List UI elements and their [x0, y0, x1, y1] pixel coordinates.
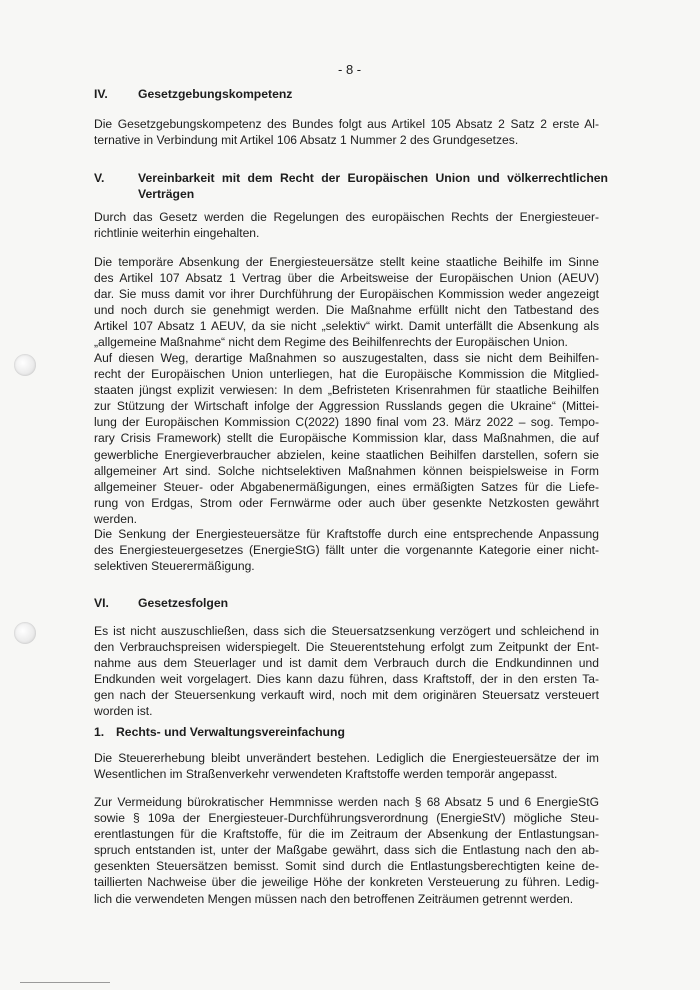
section-number: V.: [94, 171, 105, 185]
text-line: gewerbliche Energieverbraucher abzielen, keine staatlichen Beihilfen darstellen, sofern sie: [94, 447, 599, 462]
paragraph: [94, 209, 599, 241]
text-line: spruch entstanden ist, unter der Maßgabe gewährt, dass sich die Entlastung nach den ab-: [94, 843, 599, 858]
text-line: richtlinie weiterhin eingehalten.: [94, 226, 260, 241]
text-line: erentlastungen für die Kraftstoffe, für die im Zeitraum der Absenkung der Entlastungsan-: [94, 827, 599, 842]
text-line: Die Senkung der Energiesteuersätze für Kraftstoffe durch eine entsprechende Anpassung: [94, 527, 599, 541]
paragraph: [94, 623, 599, 720]
text-line: gesenkten Steuersätzen bemisst. Somit sind durch die Entlastungsberechtigten keine de-: [94, 859, 599, 874]
text-line: allgemeiner Art sind. Solche nichtselektiven Maßnahmen können beispielsweise in Form: [94, 463, 599, 478]
page-number: - 8 -: [338, 62, 362, 77]
text-line: Wesentlichen im Straßenverkehr verwendeten Kraftstoffe werden temporär angepasst.: [94, 767, 558, 782]
section-heading-vi: [94, 595, 608, 611]
paragraph: [94, 116, 599, 148]
text-line: gen nach der Steuersenkung verkauft wird, noch mit dem originären Steuersatz versteuert: [94, 688, 599, 703]
text-line: Durch das Gesetz werden die Regelungen des europäischen Rechts der Energiesteuer-: [94, 210, 599, 224]
section-number: VI.: [94, 596, 109, 610]
text-line: Die Steuererhebung bleibt unverändert bestehen. Lediglich die Energiesteuersätze der im: [94, 751, 599, 765]
text-line: zur Stützung der Wirtschaft infolge der Aggression Russlands gegen die Ukraine“ (Mittei-: [94, 399, 599, 414]
punch-hole-lower: [14, 622, 36, 644]
text-line: Auf diesen Weg, derartige Maßnahmen so auszugestalten, dass sie nicht dem Beihilfen-: [94, 351, 599, 365]
text-line: Die temporäre Absenkung der Energiesteuersätze stellt keine staatliche Beihilfe im Sinne: [94, 255, 599, 269]
subsection-number: 1.: [94, 725, 105, 739]
paragraph: [94, 254, 599, 351]
text-line: lung der Europäischen Kommission C(2022) 1890 final vom 23. März 2022 – sog. Tempo-: [94, 415, 599, 430]
text-line: und noch durch sie genehmigt werden. Die Maßnahme erfüllt nicht den Tatbestand des: [94, 303, 599, 318]
section-title: Gesetzesfolgen: [138, 596, 229, 610]
text-line: ternative in Verbindung mit Artikel 106 Absatz 1 Nummer 2 des Grundgesetzes.: [94, 133, 519, 148]
text-line: Die Gesetzgebungskompetenz des Bundes folgt aus Artikel 105 Absatz 2 Satz 2 erste Al-: [94, 117, 599, 131]
text-line: taillierten Nachweise über die jeweilige Höhe der konkreten Versteuerung zu führen. Ledig-: [94, 875, 599, 890]
text-line: rary Crisis Framework) stellt die Europäische Kommission klar, dass Maßnahmen, die auf: [94, 431, 599, 446]
subsection-heading-1: [94, 724, 586, 740]
text-line: allgemeiner Steuer- oder Abgabenermäßigungen, eines ermäßigten Satzes für die Liefe-: [94, 479, 599, 494]
section-title: Verträgen: [138, 187, 195, 201]
text-line: nahme aus dem Steuerlager und ist damit dem Verbrauch durch die Endkundinnen und: [94, 656, 599, 671]
punch-hole-upper: [14, 354, 36, 376]
text-line: Endkunden weit vorgelagert. Dies kann dazu führen, dass Kraftstoff, der in den ersten Ta-: [94, 672, 599, 687]
paragraph: [94, 526, 599, 574]
text-line: Es ist nicht auszuschließen, dass sich die Steuersatzsenkung verzögert und schleichend in: [94, 624, 599, 638]
text-line: „allgemeine Maßnahme“ nicht dem Regime des Beihilfenrechts der Europäischen Union.: [94, 335, 568, 350]
paragraph: [94, 750, 599, 782]
section-title: Gesetzgebungskompetenz: [138, 87, 293, 101]
section-title: Vereinbarkeit mit dem Recht der Europäischen Union und völkerrechtlichen: [138, 171, 608, 185]
section-heading-v: [94, 170, 608, 202]
bottom-edge-line: [20, 982, 110, 983]
text-line: selektiven Steuerermäßigung.: [94, 559, 255, 574]
text-line: Artikel 107 Absatz 1 AEUV, da sie nicht „selektiv“ wirkt. Damit unterfällt die Absenkung als: [94, 319, 599, 334]
text-line: recht der Europäischen Union unterliegen, hat die Europäische Kommission die Mitglied-: [94, 367, 599, 382]
text-line: den Verbrauchspreisen widerspiegelt. Die Steuerentstehung erfolgt zum Zeitpunkt der Ent-: [94, 640, 599, 655]
text-line: staaten jüngst explizit verwiesen: In dem „Befristeten Krisenrahmen für staatliche Beihilfen: [94, 383, 599, 398]
text-line: dar. Sie muss damit vor ihrer Durchführung der Europäischen Kommission weder angezeigt: [94, 287, 599, 302]
text-line: lich die verwendeten Mengen müssen nach den betroffenen Zeiträumen getrennt werden.: [94, 891, 574, 906]
paragraph: [94, 794, 599, 907]
text-line: werden.: [94, 511, 138, 526]
text-line: Zur Vermeidung bürokratischer Hemmnisse werden nach § 68 Absatz 5 und 6 EnergieStG: [94, 795, 599, 809]
text-line: worden ist.: [94, 704, 153, 719]
section-heading-iv: [94, 86, 608, 102]
text-line: sowie § 109a der Energiesteuer-Durchführungsverordnung (EnergieStV) mögliche Steu-: [94, 811, 599, 826]
section-number: IV.: [94, 87, 108, 101]
text-line: des Energiesteuergesetzes (EnergieStG) fällt unter die vorgenannte Kategorie einer nicht-: [94, 543, 599, 558]
paragraph: [94, 350, 599, 527]
text-line: des Artikel 107 Absatz 1 Vertrag über die Arbeitsweise der Europäischen Union (AEUV): [94, 271, 599, 286]
subsection-title: Rechts- und Verwaltungsvereinfachung: [116, 725, 345, 739]
text-line: rung von Erdgas, Strom oder Fernwärme oder auch über gesenkte Netzkosten gewährt: [94, 495, 599, 510]
